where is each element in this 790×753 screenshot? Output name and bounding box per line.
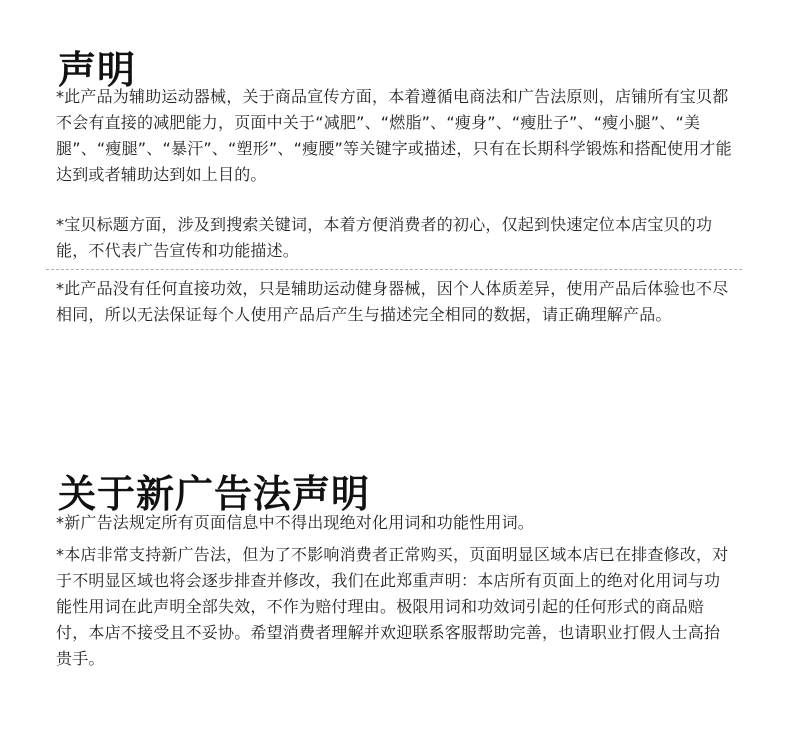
section-title-statement: 声明 [58, 48, 137, 93]
statement-paragraph-title: *宝贝标题方面，涉及到搜索关键词，本着方便消费者的初心，仅起到快速定位本店宝贝的功能，不代表广告宣传和功能描述。 [56, 215, 713, 260]
ad-law-paragraph-rule: *新广告法规定所有页面信息中不得出现绝对化用词和功能性用词。 [56, 513, 535, 532]
dashed-divider [46, 269, 742, 270]
ad-law-paragraph-support: *本店非常支持新广告法，但为了不影响消费者正常购买，页面明显区域本店已在排查修改，对于不明显区域也将会逐步排查并修改，我们在此郑重声明：本店所有页面上的绝对化用词与功能性用词在此声明全部失效，不作为赔付理由。极限用词和功效词引起的任何形式的商品赔付，本店不接受且不妥协。希望消费者理解并欢迎联系客服帮助完善，也请职业打假人士高抬贵手。 [56, 545, 729, 668]
section-title-ad-law: 关于新广告法声明 [58, 472, 371, 517]
statement-paragraph-product: *此产品为辅助运动器械，关于商品宣传方面，本着遵循电商法和广告法原则，店铺所有宝贝都不会有直接的减肥能力，页面中关于“减肥”、“燃脂”、“瘦身”、“瘦肚子”、“瘦小腿”、“美腿”、“瘦腿”、“暴汗”、“塑形”、“瘦腰”等关键字或描述，只有在长期科学锻炼和搭配使用才能达到或者辅助达到如上目的。 [56, 87, 732, 184]
statement-paragraph-effect: *此产品没有任何直接功效，只是辅助运动健身器械，因个人体质差异，使用产品后体验也不尽相同，所以无法保证每个人使用产品后产生与描述完全相同的数据，请正确理解产品。 [56, 279, 729, 324]
